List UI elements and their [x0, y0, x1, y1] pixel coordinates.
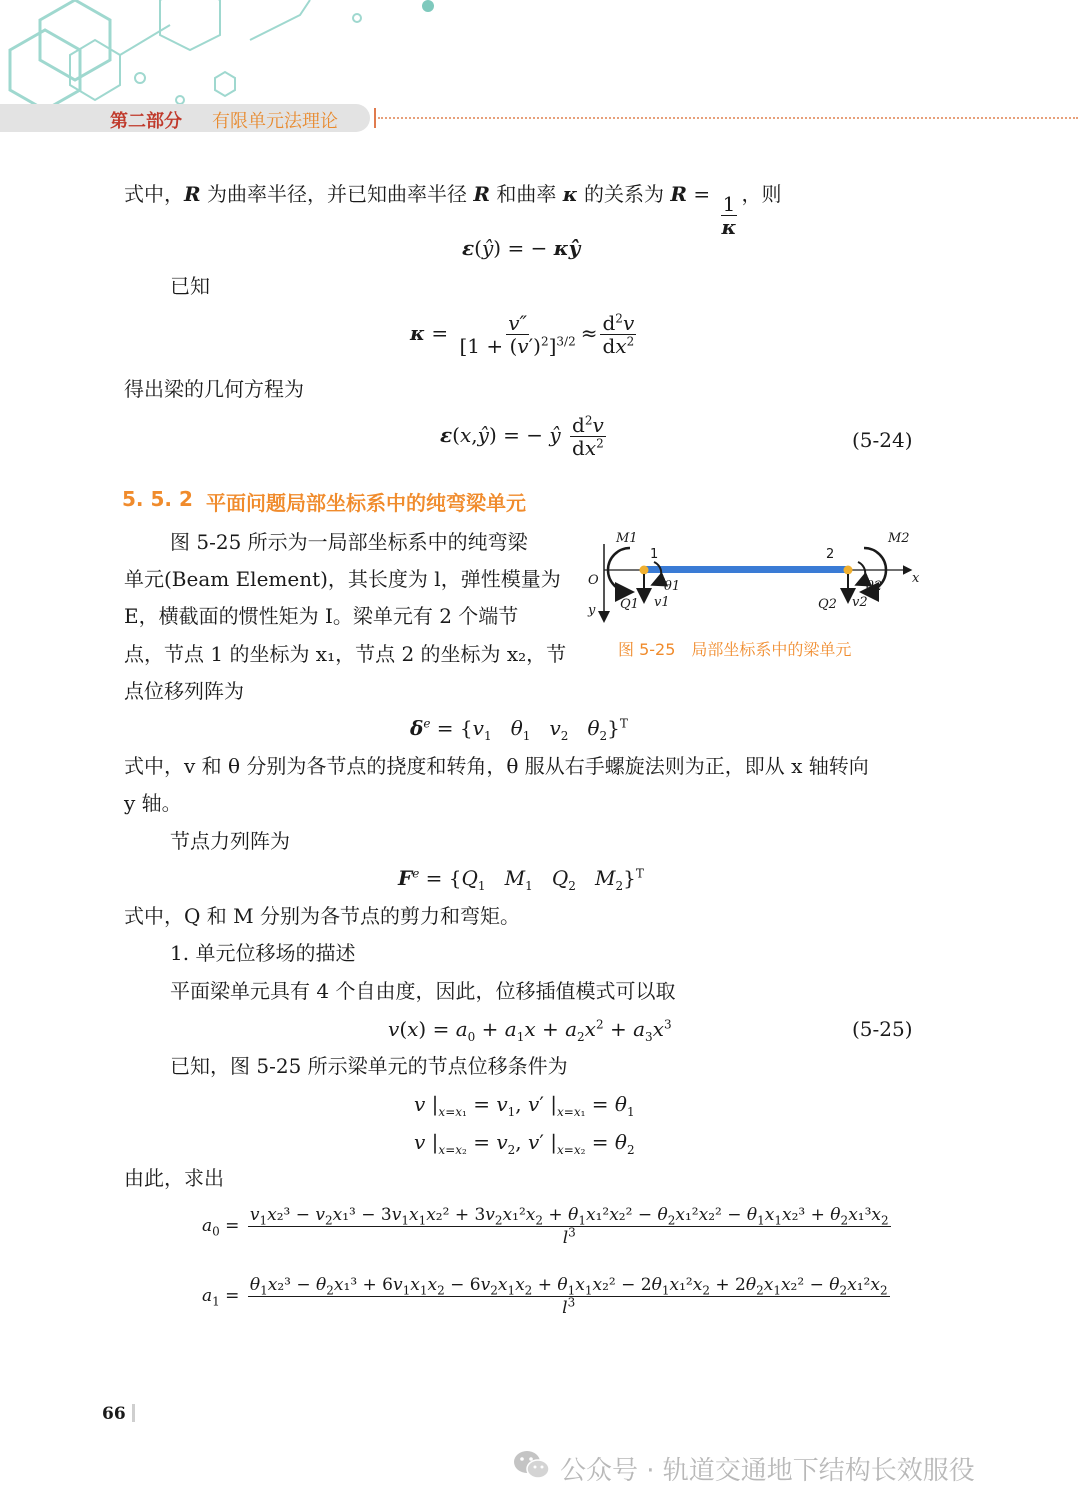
label-q2: Q2 [818, 597, 837, 612]
paragraph-curvature: 式中，R 为曲率半径，并已知曲率半径 R 和曲率 κ 的关系为 R = $\frac{1}{\kappa}$ ，则 [124, 182, 782, 239]
hence-text: 由此，求出 [124, 1166, 224, 1190]
label-m1: M1 [616, 531, 638, 546]
header-divider [374, 108, 376, 128]
desc-line-1: 式中，v 和 θ 分别为各节点的挠度和转角，θ 服从右手螺旋法则为正，即从 x 轴转向 [124, 754, 869, 778]
equation-number-5-25: (5-25) [852, 1017, 913, 1041]
section-number: 5. 5. 2 [122, 487, 193, 511]
header-part: 第二部分 [110, 111, 182, 132]
header-dotted-line [378, 117, 1078, 119]
beam-bar [644, 566, 848, 573]
dof-text: 平面梁单元具有 4 个自由度，因此，位移插值模式可以取 [170, 979, 676, 1003]
intro-line-2: 单元(Beam Element)，其长度为 l，弹性模量为 [124, 567, 561, 591]
label-v2: v2 [852, 595, 868, 610]
equation-strain: ε(ŷ) = − κŷ [462, 236, 581, 260]
label-v1: v1 [654, 595, 670, 610]
equation-condition-1: v $|_{x=x_1} = v_1$, v′ $|_{x=x_1} = \theta_1$ [414, 1092, 635, 1119]
equation-a1: $a_1$ = $\theta_1x_2^3 - \theta_2x_1^3 + 6v_1x_1x_2 - 6v_2x_1x_2 + \theta_1x_1x_2^2 - 2\theta_1x_1^2x_2 + 2\theta_2x_1x_2^2 - \theta_2x_1^2x_2$ $l^3$ [202, 1275, 888, 1318]
label-x: x [912, 571, 920, 586]
force-desc: 式中，Q 和 M 分别为各节点的剪力和弯矩。 [124, 904, 520, 928]
item-heading-1: 1. 单元位移场的描述 [170, 941, 356, 965]
label-node1: 1 [650, 547, 659, 562]
equation-interpolation: $v(x) = a_0 + a_1x + a_2x^2 + a_3x^3$ [388, 1017, 672, 1044]
section-title: 平面问题局部坐标系中的纯弯梁单元 [206, 491, 526, 515]
label-theta1: θ1 [664, 579, 681, 594]
equation-curvature: κ = $\frac{v''}{[1 + (v')^2]^{3/2}}$ ≈ $\frac{d^2v}{dx^2}$ [410, 311, 635, 358]
equation-condition-2: v $|_{x=x_2} = v_2$, v′ $|_{x=x_2} = \theta_2$ [414, 1130, 635, 1157]
page-number-bar [132, 1404, 135, 1422]
intro-line-5: 点位移列阵为 [124, 679, 244, 703]
equation-a0: $a_0$ = $v_1x_2^3 - v_2x_1^3 - 3v_1x_1x_2^2 + 3v_2x_1^2x_2 + \theta_1x_1^2x_2^2 - \theta_2x_1^2x_2^2 - \theta_1x_1x_2^3 + \theta_2x_1^3x_2$ $l^3$ [202, 1205, 889, 1248]
figure-caption: 图 5-25 局部坐标系中的梁单元 [618, 640, 852, 659]
page-number: 66 [102, 1404, 126, 1424]
hexagon-decoration [0, 0, 520, 110]
node-1 [640, 566, 649, 575]
label-node2: 2 [826, 547, 835, 562]
watermark: 公众号 · 轨道交通地下结构长效服役 [560, 1456, 975, 1486]
node-2 [844, 566, 853, 575]
desc-line-2: y 轴。 [124, 791, 182, 815]
beam-element-figure [582, 522, 922, 632]
intro-line-4: 点，节点 1 的坐标为 x₁，节点 2 的坐标为 x₂，节 [124, 642, 567, 666]
equation-force-vector: $F^e = \{Q_1$ $M_1$ $Q_2$ $M_2\}^T$ [398, 866, 644, 893]
equation-geometric: ε(x,ŷ) = − ŷ $\frac{d^2v}{dx^2}$ [440, 413, 604, 460]
label-q1: Q1 [620, 597, 639, 612]
force-intro: 节点力列阵为 [170, 829, 290, 853]
header-title: 有限单元法理论 [212, 111, 338, 132]
label-m2: M2 [888, 531, 910, 546]
intro-line-3: E，横截面的惯性矩为 I。梁单元有 2 个端节 [124, 604, 519, 628]
label-theta2: θ2 [866, 579, 883, 594]
text-known: 已知 [170, 274, 210, 298]
equation-number-5-24: (5-24) [852, 428, 913, 452]
text-geometric-eq: 得出梁的几何方程为 [124, 377, 304, 401]
equation-displacement-vector: $\delta^e = \{v_1$ $\theta_1$ $v_2$ $\theta_2\}^T$ [410, 716, 628, 743]
theta-2-arc [858, 562, 865, 584]
conditions-text: 已知，图 5-25 所示梁单元的节点位移条件为 [170, 1054, 568, 1078]
intro-line-1: 图 5-25 所示为一局部坐标系中的纯弯梁 [170, 530, 528, 554]
label-o: O [588, 573, 599, 588]
wechat-icon [512, 1448, 552, 1482]
label-y: y [588, 603, 596, 618]
